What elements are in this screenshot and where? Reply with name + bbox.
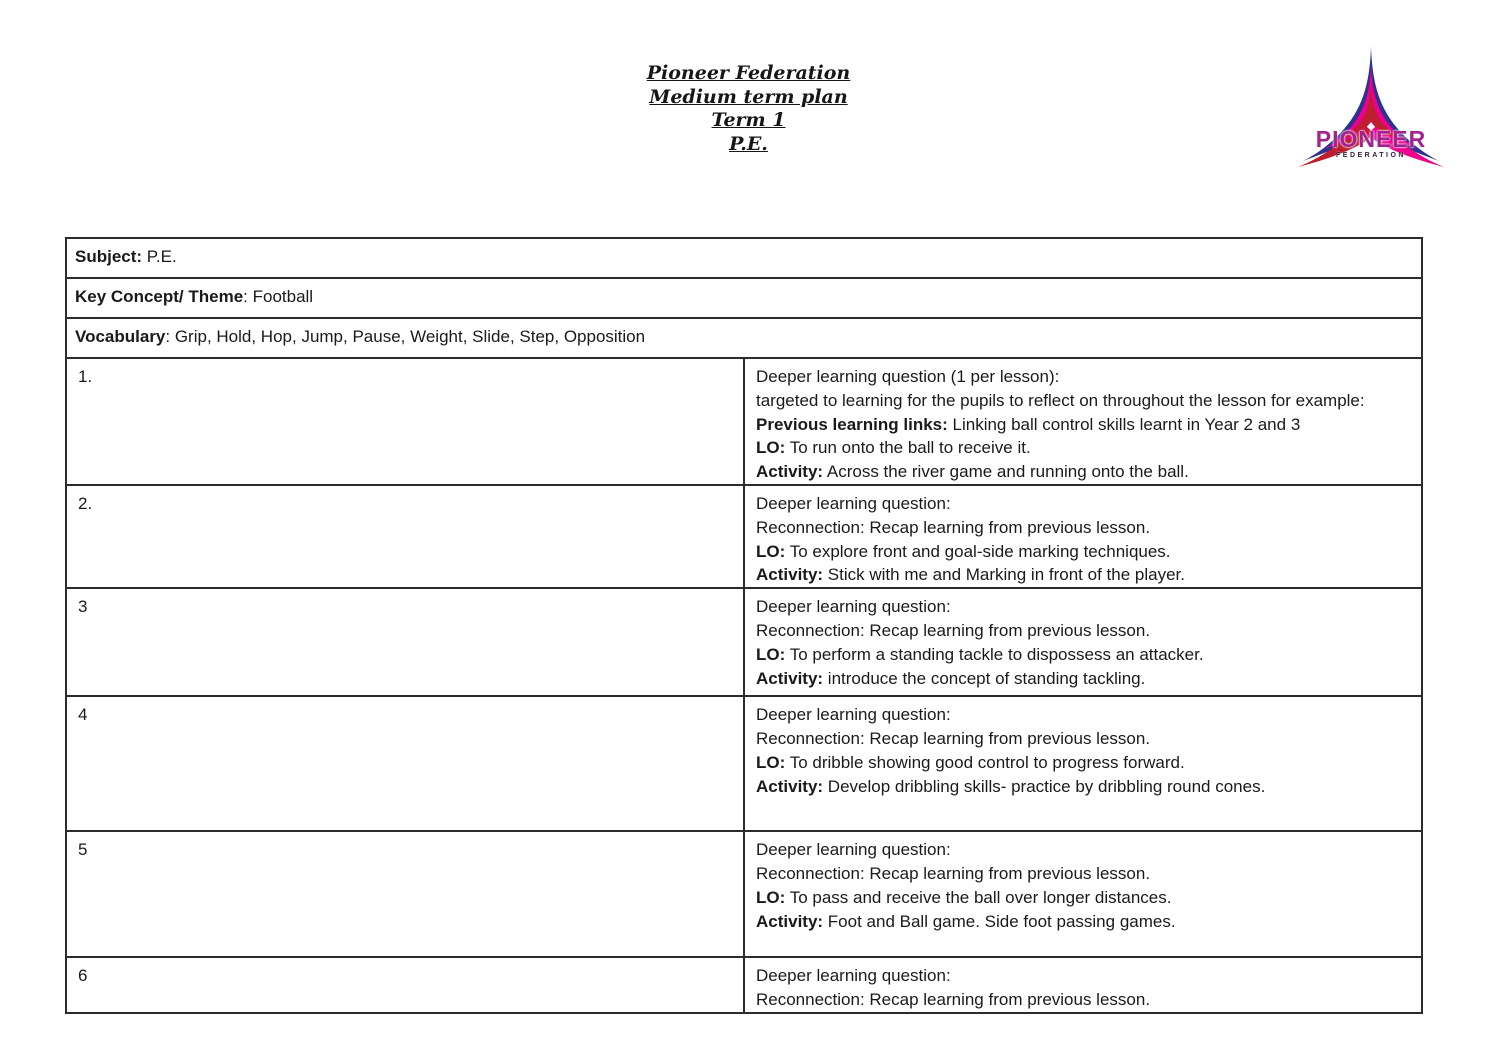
- subject-row: [66, 238, 1422, 278]
- lesson-row: [66, 588, 1422, 696]
- lesson-line: LO: To perform a standing tackle to dispossess an attacker.: [756, 644, 1204, 664]
- lesson-row: [66, 358, 1422, 485]
- lesson-line: Activity: Foot and Ball game. Side foot passing games.: [756, 911, 1176, 931]
- lesson-line-bold-label: Activity:: [756, 668, 824, 688]
- logo-subtitle: FEDERATION: [1336, 152, 1406, 159]
- medium-term-plan-table: [65, 237, 1423, 1014]
- lesson-row: [66, 696, 1422, 831]
- lesson-line: LO: To dribble showing good control to progress forward.: [756, 752, 1185, 772]
- logo-wordmark: PIONEER: [1315, 126, 1427, 152]
- key-concept-label: Key Concept/ Theme: [75, 287, 244, 306]
- lesson-line: Deeper learning question:: [756, 705, 951, 725]
- title-line-federation: Pioneer Federation: [646, 62, 851, 84]
- lesson-line: Activity: Across the river game and running onto the ball.: [756, 462, 1189, 482]
- lesson-line: Reconnection: Recap learning from previous lesson.: [756, 728, 1151, 748]
- subject-value: P.E.: [142, 247, 177, 266]
- lesson-line-bold-label: Activity:: [756, 911, 824, 931]
- lesson-line: Reconnection: Recap learning from previous lesson.: [756, 863, 1151, 883]
- lesson-line: Activity: Develop dribbling skills- practice by dribbling round cones.: [756, 776, 1266, 796]
- lesson-line-bold-label: Activity:: [756, 462, 824, 482]
- lesson-line-bold-label: LO:: [756, 644, 786, 664]
- lesson-line-bold-label: LO:: [756, 752, 786, 772]
- lesson-row: [66, 957, 1422, 1013]
- document-title: [0, 62, 1497, 156]
- lesson-line: targeted to learning for the pupils to reflect on throughout the lesson for example:: [756, 390, 1365, 410]
- lesson-row: [66, 831, 1422, 957]
- subject-label: Subject:: [75, 247, 143, 266]
- lesson-line-bold-label: Previous learning links:: [756, 414, 948, 434]
- lesson-row: [66, 485, 1422, 588]
- lesson-line: LO: To run onto the ball to receive it.: [756, 438, 1031, 458]
- lesson-line: Activity: introduce the concept of standing tackling.: [756, 668, 1146, 688]
- lesson-lines: [744, 696, 1422, 831]
- key-concept-cell: [66, 278, 1422, 318]
- title-line-plan: Medium term plan: [649, 85, 848, 108]
- vocabulary-cell: [66, 318, 1422, 358]
- lesson-number: 1.: [66, 358, 744, 485]
- lesson-line-bold-label: LO:: [756, 541, 786, 561]
- lesson-line-bold-label: Activity:: [756, 565, 824, 585]
- lesson-number: 2.: [66, 485, 744, 588]
- key-concept-row: [66, 278, 1422, 318]
- lesson-line: LO: To explore front and goal-side marking techniques.: [756, 541, 1171, 561]
- lesson-lines: [744, 957, 1422, 1013]
- lesson-line-bold-label: LO:: [756, 438, 786, 458]
- lesson-line: Reconnection: Recap learning from previous lesson.: [756, 989, 1151, 1009]
- lesson-lines: [744, 588, 1422, 696]
- lesson-line: Deeper learning question:: [756, 597, 951, 617]
- lesson-line: Deeper learning question:: [756, 493, 951, 513]
- lesson-line: Previous learning links: Linking ball control skills learnt in Year 2 and 3: [756, 414, 1301, 434]
- lesson-lines: [744, 831, 1422, 957]
- lesson-number: 4: [66, 696, 744, 831]
- vocabulary-label: Vocabulary: [75, 327, 166, 346]
- lesson-line: Activity: Stick with me and Marking in front of the player.: [756, 565, 1185, 585]
- subject-cell: [66, 238, 1422, 278]
- lesson-line: LO: To pass and receive the ball over longer distances.: [756, 887, 1172, 907]
- pioneer-federation-logo: [1295, 44, 1447, 176]
- title-line-subject: P.E.: [729, 132, 768, 155]
- title-line-term: Term 1: [711, 109, 786, 131]
- lesson-number: 6: [66, 957, 744, 1013]
- vocabulary-value: : Grip, Hold, Hop, Jump, Pause, Weight, Slide, Step, Opposition: [165, 327, 646, 346]
- lesson-number: 5: [66, 831, 744, 957]
- lesson-line-bold-label: LO:: [756, 887, 786, 907]
- lesson-line: Deeper learning question (1 per lesson):: [756, 367, 1060, 386]
- plan-table-body: [66, 238, 1422, 1013]
- lesson-line-bold-label: Activity:: [756, 776, 824, 796]
- lesson-number: 3: [66, 588, 744, 696]
- lesson-lines: [744, 358, 1422, 485]
- key-concept-value: : Football: [243, 287, 314, 306]
- vocabulary-row: [66, 318, 1422, 358]
- lesson-line: Reconnection: Recap learning from previous lesson.: [756, 620, 1151, 640]
- lesson-lines: [744, 485, 1422, 588]
- lesson-line: Reconnection: Recap learning from previous lesson.: [756, 517, 1151, 537]
- lesson-line: Deeper learning question:: [756, 966, 951, 986]
- lesson-line: Deeper learning question:: [756, 840, 951, 860]
